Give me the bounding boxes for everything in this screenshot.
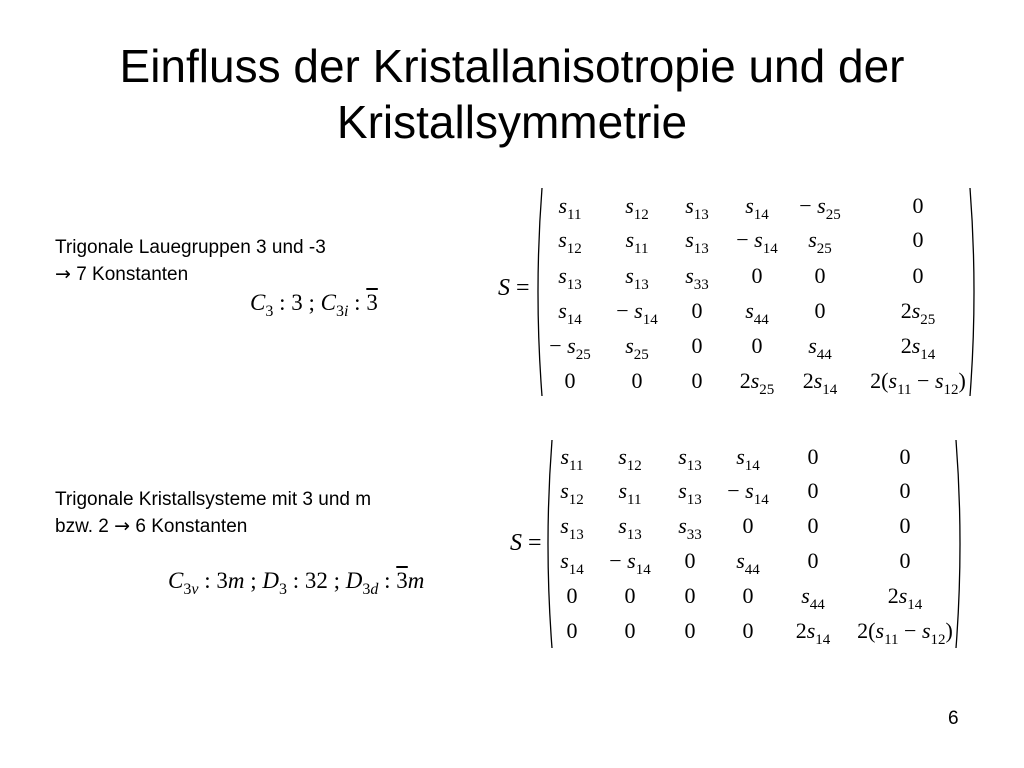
section2-text (55, 487, 371, 540)
right-arrow-icon: → (55, 263, 71, 285)
matrix-cell: 0 (691, 333, 703, 358)
matrix-cell: 0 (566, 583, 578, 608)
matrix-cell: − $s_{25}$ (549, 333, 591, 363)
matrix-cell: 0 (742, 513, 754, 538)
matrix-cell: 0 (624, 618, 636, 643)
matrix-cell: $s_{14}$ (560, 548, 584, 578)
matrix-cell: $s_{44}$ (736, 548, 760, 578)
compliance-tensor-symbol: S (498, 275, 510, 301)
matrix-cell: 0 (912, 193, 924, 218)
matrix-cell: $2s_{25}$ (739, 368, 775, 398)
matrix-cell: $s_{14}$ (736, 444, 760, 474)
matrix-cell: 0 (814, 263, 826, 288)
matrix-cell: $s_{44}$ (808, 333, 832, 363)
matrix-cell: 0 (912, 227, 924, 252)
matrix-cell: − $s_{14}$ (736, 227, 778, 257)
right-arrow-icon: → (114, 515, 131, 537)
matrix-cell: $2(s_{11} - s_{12})$ (870, 368, 966, 398)
matrix-cell: $s_{12}$ (625, 193, 649, 223)
section1-line2: 7 Konstanten (76, 264, 189, 285)
compliance-tensor-symbol: S (510, 530, 522, 556)
matrix-cell: 0 (899, 444, 911, 469)
matrix-cell: $s_{25}$ (625, 333, 649, 363)
matrix-cell: 0 (684, 548, 696, 573)
matrix-cell: $s_{14}$ (558, 298, 582, 328)
matrix-cell: $s_{11}$ (558, 193, 582, 223)
matrix-cell: 0 (742, 583, 754, 608)
matrix-cell: 0 (807, 478, 819, 503)
matrix-cell: 0 (807, 444, 819, 469)
matrix-cell: $2s_{14}$ (887, 583, 923, 613)
section2-line1: Trigonale Kristallsysteme mit 3 und m (55, 489, 372, 510)
matrix-cell: − $s_{25}$ (799, 193, 841, 223)
matrix-cell: − $s_{14}$ (727, 478, 769, 508)
matrix-cell: 0 (684, 618, 696, 643)
matrix-cell: $s_{12}$ (618, 444, 642, 474)
matrix2-left-bracket (542, 438, 554, 650)
matrix-cell: 0 (751, 333, 763, 358)
matrix1-left-bracket (532, 186, 544, 398)
matrix-cell: $s_{14}$ (745, 193, 769, 223)
point-group-symbols-2: $C_{3v}$ : 3m ; $D_3$ : 32 ; $D_{3d}$ : 3m (168, 568, 425, 598)
matrix-cell: $s_{44}$ (745, 298, 769, 328)
point-group-symbols-1: $C_3$ : 3 ; $C_{3i}$ : 3 (250, 290, 378, 320)
matrix-cell: $s_{33}$ (678, 513, 702, 543)
matrix2-lhs: S = (510, 530, 542, 556)
matrix-cell: 0 (807, 513, 819, 538)
matrix-cell: − $s_{14}$ (609, 548, 651, 578)
matrix-cell: 0 (691, 298, 703, 323)
slide-title: Einfluss der Kristallanisotropie und der Kristallsymmetrie (119, 40, 905, 148)
matrix-cell: $2s_{25}$ (900, 298, 936, 328)
matrix-cell: 0 (631, 368, 643, 393)
matrix-cell: $s_{13}$ (678, 444, 702, 474)
matrix-cell: − $s_{14}$ (616, 298, 658, 328)
matrix-cell: 0 (899, 478, 911, 503)
matrix-cell: 0 (751, 263, 763, 288)
section1-line2-row (55, 261, 326, 288)
matrix-cell: 0 (742, 618, 754, 643)
matrix-cell: 0 (912, 263, 924, 288)
matrix-cell: $s_{13}$ (685, 193, 709, 223)
matrix-cell: $s_{13}$ (558, 263, 582, 293)
matrix-cell: $s_{11}$ (625, 227, 649, 257)
section1-text (55, 235, 326, 288)
matrix-cell: $s_{25}$ (808, 227, 832, 257)
matrix-cell: 0 (566, 618, 578, 643)
section2-line2-suffix: 6 Konstanten (135, 516, 248, 537)
matrix-cell: 0 (564, 368, 576, 393)
matrix-cell: 0 (899, 548, 911, 573)
matrix-cell: $2s_{14}$ (795, 618, 831, 648)
matrix1-lhs: S = (498, 275, 530, 301)
page-number: 6 (948, 708, 959, 729)
matrix-cell: $s_{13}$ (625, 263, 649, 293)
matrix-cell: $s_{13}$ (560, 513, 584, 543)
matrix2-right-bracket (954, 438, 966, 650)
matrix-cell: $s_{44}$ (801, 583, 825, 613)
matrix-cell: $s_{12}$ (558, 227, 582, 257)
matrix-cell: 0 (899, 513, 911, 538)
matrix-cell: $2s_{14}$ (802, 368, 838, 398)
matrix-cell: $s_{33}$ (685, 263, 709, 293)
section2-line2-row (55, 513, 371, 540)
matrix-cell: 0 (684, 583, 696, 608)
section2-line2-prefix: bzw. 2 (55, 516, 109, 537)
matrix-cell: 0 (624, 583, 636, 608)
matrix1-right-bracket (968, 186, 980, 398)
matrix-cell: $s_{12}$ (560, 478, 584, 508)
matrix-cell: $s_{11}$ (560, 444, 584, 474)
matrix-cell: 0 (807, 548, 819, 573)
matrix-cell: $2(s_{11} - s_{12})$ (857, 618, 953, 648)
matrix-cell: $s_{13}$ (685, 227, 709, 257)
matrix-cell: $2s_{14}$ (900, 333, 936, 363)
matrix-cell: $s_{13}$ (678, 478, 702, 508)
matrix-cell: 0 (691, 368, 703, 393)
matrix-cell: $s_{13}$ (618, 513, 642, 543)
section1-line1: Trigonale Lauegruppen 3 und -3 (55, 237, 326, 258)
matrix-cell: $s_{11}$ (618, 478, 642, 508)
matrix-cell: 0 (814, 298, 826, 323)
